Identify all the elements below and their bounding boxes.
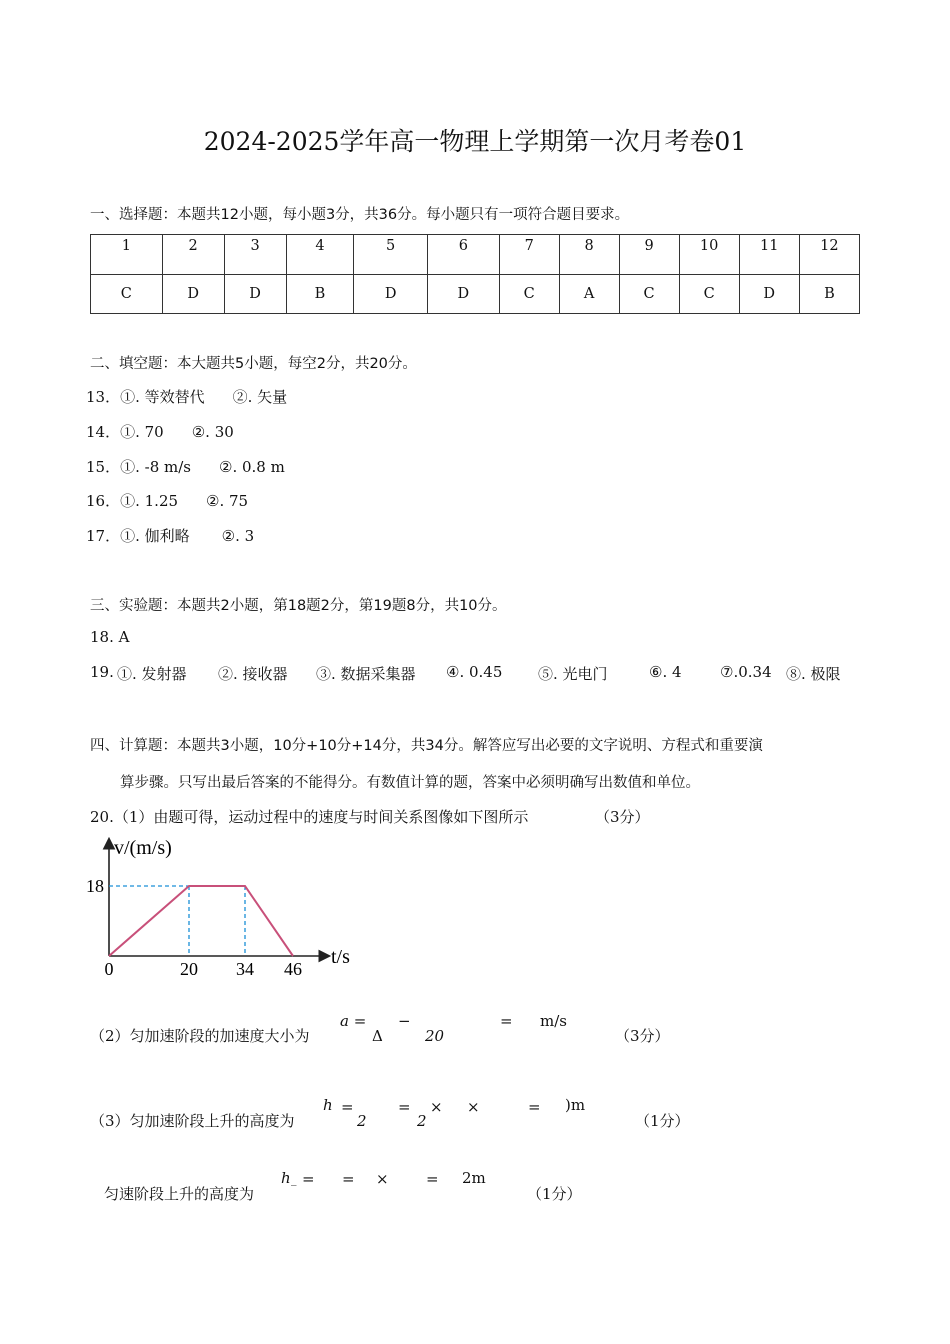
velocity-time-chart <box>80 832 370 982</box>
answer-blank-2: ②. 75 <box>206 492 249 510</box>
part4-equals-1: = <box>302 1170 315 1188</box>
part2-unit: m/s <box>540 1012 567 1030</box>
question-number-cell: 5 <box>354 235 428 275</box>
x-tick-label: 46 <box>284 959 302 979</box>
part3-equals-1: = <box>341 1098 354 1116</box>
part4-h: h <box>281 1169 291 1187</box>
x-tick-label: 20 <box>180 959 198 979</box>
answer-blank-1: ①. 1.25 <box>120 492 179 510</box>
part3-h: h <box>323 1096 333 1114</box>
part4-times: × <box>376 1170 389 1188</box>
section4-heading-line2: 算步骤。只写出最后答案的不能得分。有数值计算的题，答案中必须明确写出数值和单位。 <box>120 775 700 791</box>
q20-intro-points: （3分） <box>595 808 650 826</box>
part3-times-1: × <box>430 1098 443 1116</box>
question-number: 17． <box>86 527 121 545</box>
answer-cell: A <box>559 275 619 314</box>
section4-heading-line1: 四、计算题：本题共3小题，10分+10分+14分，共34分。解答应写出必要的文字说明、方程式和重要演 <box>90 738 763 754</box>
q19-answer-part: ⑧. 极限 <box>786 665 841 683</box>
part3-equals-3: = <box>528 1098 541 1116</box>
q20-intro: 20.（1）由题可得，运动过程中的速度与时间关系图像如下图所示 <box>90 808 529 826</box>
question-number-cell: 7 <box>499 235 559 275</box>
question-number: 16． <box>86 492 121 510</box>
question-number: 14． <box>86 423 121 441</box>
y-axis-label: v/(m/s) <box>114 837 172 859</box>
answer-cell: C <box>91 275 163 314</box>
fill-answer-row <box>86 421 234 442</box>
part4-equals-3: = <box>426 1170 439 1188</box>
answer-blank-2: ②. 30 <box>191 423 234 441</box>
answer-blank-1: ①. 伽利略 <box>120 527 190 545</box>
answer-cell: C <box>619 275 679 314</box>
part4-subscript: _ <box>291 1173 297 1186</box>
answer-cell: C <box>679 275 739 314</box>
question-number: 15． <box>86 458 121 476</box>
answer-blank-1: ①. -8 m/s <box>120 458 191 476</box>
x-axis-label: t/s <box>331 946 350 968</box>
q19-number: 19. <box>90 663 114 681</box>
answer-cell: D <box>428 275 500 314</box>
question-number-cell: 8 <box>559 235 619 275</box>
part3-points: （1分） <box>635 1112 690 1130</box>
part2-denominator: 20 <box>425 1027 445 1045</box>
answer-cell: C <box>499 275 559 314</box>
answer-cell: D <box>354 275 428 314</box>
answer-table <box>90 234 860 314</box>
part3-equals-2: = <box>398 1098 411 1116</box>
question-number-cell: 9 <box>619 235 679 275</box>
answer-blank-1: ①. 等效替代 <box>120 388 205 406</box>
page-title: 2024-2025学年高一物理上学期第一次月考卷01 <box>203 127 747 156</box>
velocity-line <box>109 886 293 956</box>
part3-label: （3）匀加速阶段上升的高度为 <box>90 1112 295 1130</box>
fill-answer-row <box>86 386 287 407</box>
q19-answer-part: ⑤. 光电门 <box>538 665 608 683</box>
part2-equals: = <box>500 1012 513 1030</box>
fraction-bar: − <box>398 1012 411 1030</box>
part2-formula: a = <box>340 1012 367 1030</box>
part3-times-2: × <box>467 1098 480 1116</box>
question-number-cell: 1 <box>91 235 163 275</box>
fill-answer-row <box>86 490 248 511</box>
part2-delta: Δ <box>372 1027 383 1045</box>
answer-blank-2: ②. 0.8 m <box>219 458 285 476</box>
question-number: 13． <box>86 388 121 406</box>
answer-blank-2: ②. 矢量 <box>232 388 288 406</box>
x-tick-label: 34 <box>236 959 254 979</box>
part4-equals-2: = <box>342 1170 355 1188</box>
q19-answer-part: ②. 接收器 <box>218 665 288 683</box>
section2-heading: 二、填空题：本大题共5小题，每空2分，共20分。 <box>90 356 417 372</box>
x-tick-label: 0 <box>104 959 114 979</box>
part4-points: （1分） <box>527 1185 582 1203</box>
question-number-cell: 10 <box>679 235 739 275</box>
question-number-cell: 6 <box>428 235 500 275</box>
part2-points: （3分） <box>615 1027 670 1045</box>
question-number-cell: 11 <box>739 235 799 275</box>
question-number-cell: 3 <box>224 235 286 275</box>
part4-label: 匀速阶段上升的高度为 <box>104 1185 255 1203</box>
part3-den-1: 2 <box>357 1112 367 1130</box>
section1-heading: 一、选择题：本题共12小题，每小题3分，共36分。每小题只有一项符合题目要求。 <box>90 207 630 223</box>
part3-unit: )m <box>565 1096 586 1114</box>
q18-answer: 18. A <box>90 628 130 646</box>
answer-blank-1: ①. 70 <box>120 423 164 441</box>
answer-cell: D <box>224 275 286 314</box>
y-tick-label: 18 <box>86 876 104 896</box>
q19-answer-part: ④. 0.45 <box>446 663 503 681</box>
question-number-cell: 12 <box>799 235 859 275</box>
q19-answer-part: ⑦.0.34 <box>720 663 772 681</box>
q19-answer-part: ③. 数据采集器 <box>316 665 416 683</box>
q19-answer-part: ①. 发射器 <box>117 665 187 683</box>
question-number-cell: 4 <box>286 235 354 275</box>
fill-answer-row <box>86 456 285 477</box>
answer-blank-2: ②. 3 <box>221 527 255 545</box>
fill-answer-row <box>86 525 254 546</box>
question-number-cell: 2 <box>162 235 224 275</box>
answer-cell: D <box>162 275 224 314</box>
answer-cell: D <box>739 275 799 314</box>
part3-den-2: 2 <box>417 1112 427 1130</box>
part4-unit: 2m <box>462 1169 486 1187</box>
q19-answer-part: ⑥. 4 <box>649 663 682 681</box>
section3-heading: 三、实验题：本题共2小题，第18题2分，第19题8分，共10分。 <box>90 598 507 614</box>
answer-cell: B <box>286 275 354 314</box>
part2-label: （2）匀加速阶段的加速度大小为 <box>90 1027 310 1045</box>
answer-cell: B <box>799 275 859 314</box>
